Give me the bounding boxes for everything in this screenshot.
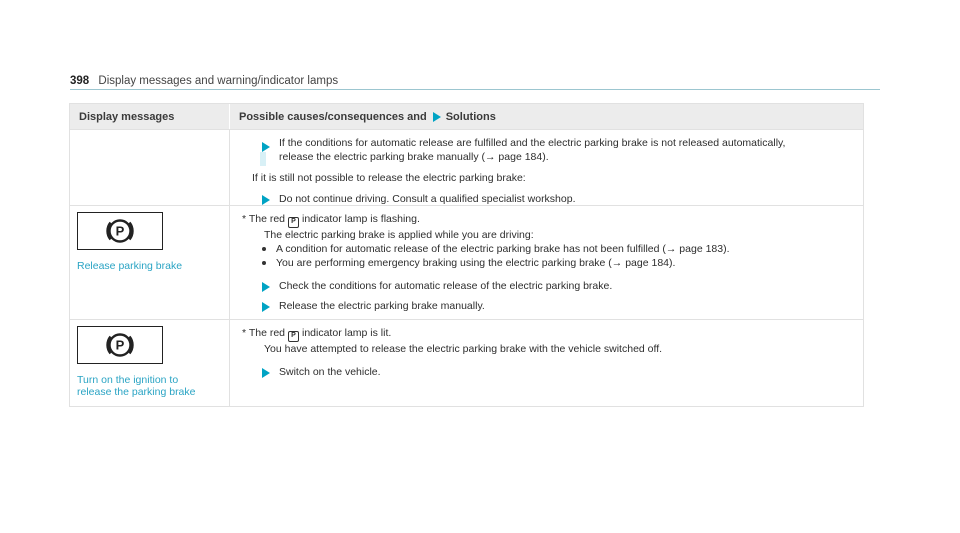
step-arrow-icon bbox=[262, 282, 270, 292]
row-icon-cell bbox=[70, 206, 230, 319]
cause-line: * The red P indicator lamp is flashing. bbox=[242, 212, 851, 228]
col-header-causes: Possible causes/consequences and bbox=[239, 111, 427, 123]
step-arrow-icon bbox=[262, 302, 270, 312]
step-text: If the conditions for automatic release are fulfilled and the electric parking brake is not released automatically, bbox=[279, 137, 786, 149]
note-text: If it is still not possible to release the electric parking brake: bbox=[252, 172, 526, 184]
cause-text: The electric parking brake is applied while you are driving: bbox=[264, 228, 534, 241]
step-text: Check the conditions for automatic release of the electric parking brake. bbox=[279, 279, 613, 292]
table-header bbox=[70, 104, 863, 129]
solution-step bbox=[242, 136, 851, 164]
step-arrow-icon bbox=[262, 368, 270, 378]
parking-brake-lamp-icon: P bbox=[288, 331, 299, 342]
display-message-label: Turn on the ignition to release the parking brake bbox=[77, 374, 196, 398]
row-icon-cell bbox=[70, 320, 230, 406]
solution-step bbox=[242, 279, 851, 293]
step-text-continued: release the electric parking brake manually (→ page 184). bbox=[279, 151, 549, 163]
parking-brake-icon bbox=[77, 212, 163, 250]
continuation-marker bbox=[260, 152, 266, 166]
step-arrow-icon bbox=[262, 142, 270, 152]
cause-line: * The red P indicator lamp is lit. bbox=[242, 326, 851, 342]
col-header-display-messages: Display messages bbox=[70, 104, 230, 129]
page-header bbox=[70, 75, 338, 87]
svg-text:P: P bbox=[115, 337, 125, 353]
table-row bbox=[70, 319, 863, 406]
col-header-causes-solutions bbox=[230, 104, 863, 129]
list-item: You are performing emergency braking using the electric parking brake (→ page 184). bbox=[242, 256, 851, 270]
row-text-cell bbox=[230, 206, 863, 319]
solution-step bbox=[242, 299, 851, 313]
bullet-icon bbox=[262, 247, 266, 251]
svg-text:P: P bbox=[115, 223, 125, 239]
parking-brake-icon bbox=[77, 326, 163, 364]
step-arrow-icon bbox=[433, 112, 441, 122]
parking-brake-lamp-icon: P bbox=[288, 217, 299, 228]
row-icon-cell bbox=[70, 130, 230, 205]
bullet-icon bbox=[262, 261, 266, 265]
col-header-solutions: Solutions bbox=[445, 111, 496, 123]
header-divider bbox=[70, 89, 880, 90]
section-title: Display messages and warning/indicator lamps bbox=[98, 75, 339, 87]
cause-text: You have attempted to release the electric parking brake with the vehicle switched off. bbox=[264, 342, 663, 355]
step-text: Release the electric parking brake manually. bbox=[279, 299, 485, 312]
step-text: Switch on the vehicle. bbox=[279, 365, 381, 378]
step-text: Do not continue driving. Consult a qualified specialist workshop. bbox=[279, 193, 576, 205]
table-row bbox=[70, 129, 863, 205]
display-message-label: Release parking brake bbox=[77, 260, 183, 272]
list-item: A condition for automatic release of the electric parking brake has not been fulfilled (→ page 183). bbox=[242, 242, 851, 256]
page-number: 398 bbox=[70, 75, 90, 87]
step-arrow-icon bbox=[262, 195, 270, 205]
messages-table bbox=[69, 103, 864, 407]
row-text-cell bbox=[230, 130, 863, 205]
solution-step bbox=[242, 365, 851, 379]
table-row bbox=[70, 205, 863, 319]
row-text-cell bbox=[230, 320, 863, 406]
solution-step bbox=[242, 192, 851, 206]
